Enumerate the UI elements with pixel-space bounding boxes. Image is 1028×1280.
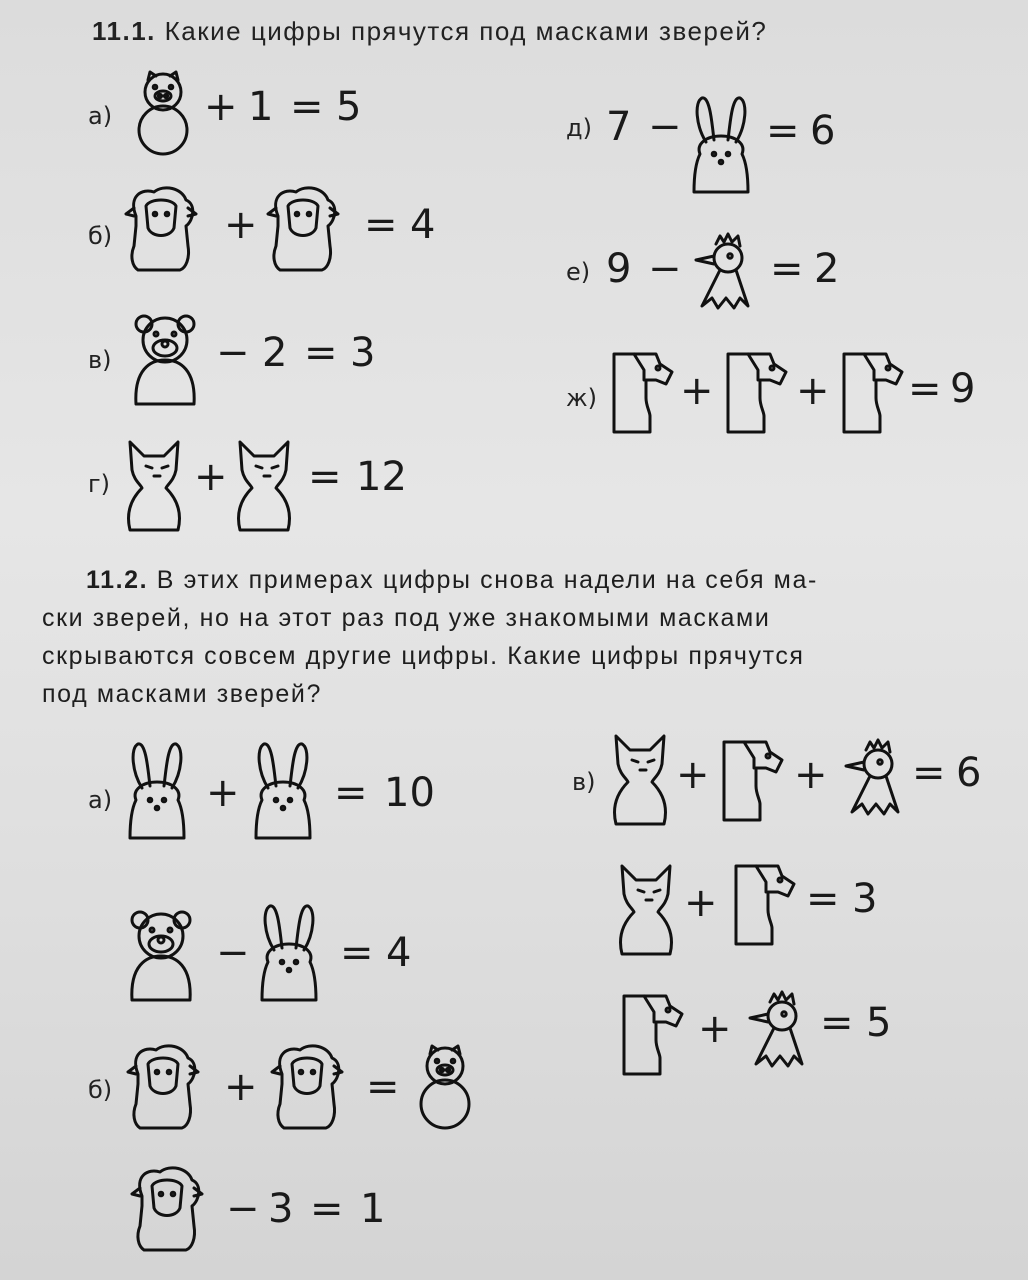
task2-line-1 <box>86 566 818 595</box>
task2-a1-res: 10 <box>384 770 435 816</box>
task2-v3-res: 5 <box>866 1000 892 1046</box>
task1-e-res: 2 <box>814 246 840 292</box>
dog-icon <box>720 350 788 434</box>
task2-v2-eq: = <box>806 876 840 922</box>
rabbit-icon <box>254 904 324 1002</box>
sheep-icon <box>130 1166 206 1252</box>
task1-d-n0: 7 <box>606 104 632 150</box>
task2-b1-label: б) <box>88 1076 113 1104</box>
task2-v2-res: 3 <box>852 876 878 922</box>
cat-icon <box>608 734 672 826</box>
task1-a-op: + <box>204 84 238 130</box>
task2-a1-op: + <box>206 770 240 816</box>
task2-v2-op: + <box>684 880 718 926</box>
task2-line-4: под масками зверей? <box>42 680 322 708</box>
task1-e-eq: = <box>770 246 804 292</box>
cat-icon <box>122 440 186 532</box>
task1-d-res: 6 <box>810 108 836 154</box>
task1-b-op: + <box>224 202 258 248</box>
task2-b2-op: − <box>226 1186 260 1232</box>
task2-b2-eq: = <box>310 1186 344 1232</box>
task1-a-res: 5 <box>336 84 362 130</box>
task1-d-op: − <box>648 104 682 150</box>
task2-v1-res: 6 <box>956 750 982 796</box>
task1-v-res: 3 <box>350 330 376 376</box>
dog-icon <box>616 992 684 1076</box>
task2-v1-label: в) <box>572 768 596 796</box>
task2-v3-op: + <box>698 1006 732 1052</box>
task1-d-label: д) <box>566 114 592 142</box>
task2-a1-label: а) <box>88 786 113 814</box>
dog-icon <box>728 862 796 946</box>
task1-b-res: 4 <box>410 202 436 248</box>
task1-e-n0: 9 <box>606 246 632 292</box>
task2-v1-op1: + <box>676 752 710 798</box>
task2-b2-res: 1 <box>360 1186 386 1232</box>
task2-a1-eq: = <box>334 770 368 816</box>
bear-icon <box>130 314 200 406</box>
task2-a2-eq: = <box>340 930 374 976</box>
task1-v-n1: 2 <box>262 330 288 376</box>
task1-e-op: − <box>648 246 682 292</box>
task1-v-op: − <box>216 330 250 376</box>
task2-line-3: скрываются совсем другие цифры. Какие цифры прячутся <box>42 642 805 670</box>
cat-icon <box>614 864 678 956</box>
pig-icon <box>410 1046 480 1132</box>
task1-b-eq: = <box>364 202 398 248</box>
task1-g-op: + <box>194 454 228 500</box>
task2-v1-eq: = <box>912 750 946 796</box>
sheep-icon <box>266 186 342 272</box>
sheep-icon <box>270 1044 346 1130</box>
task1-title: Какие цифры прячутся под масками зверей? <box>164 16 768 46</box>
task1-zh-res: 9 <box>950 366 976 412</box>
task2-b1-op: + <box>224 1064 258 1110</box>
task2-line-1-text: В этих примерах цифры снова надели на себя ма- <box>156 566 818 594</box>
task1-d-eq: = <box>766 108 800 154</box>
rabbit-icon <box>122 742 192 840</box>
task1-a-label: а) <box>88 102 113 130</box>
task2-b1-eq: = <box>366 1064 400 1110</box>
dog-icon <box>716 738 784 822</box>
task1-v-label: в) <box>88 346 112 374</box>
task2-v1-op2: + <box>794 752 828 798</box>
task1-number: 11.1. <box>92 16 156 46</box>
chicken-icon <box>840 740 900 818</box>
task1-a-eq: = <box>290 84 324 130</box>
rabbit-icon <box>248 742 318 840</box>
task1-a-n1: 1 <box>248 84 274 130</box>
task1-zh-op1: + <box>680 368 714 414</box>
chicken-icon <box>690 234 750 312</box>
bear-icon <box>126 910 196 1002</box>
sheep-icon <box>124 186 200 272</box>
task1-zh-eq: = <box>908 366 942 412</box>
pig-icon <box>128 72 198 158</box>
cat-icon <box>232 440 296 532</box>
task2-b2-n1: 3 <box>268 1186 294 1232</box>
task1-b-label: б) <box>88 222 113 250</box>
task1-v-eq: = <box>304 330 338 376</box>
task2-line-2: ски зверей, но на этот раз под уже знакомыми масками <box>42 604 771 632</box>
rabbit-icon <box>686 96 756 194</box>
task2-a2-res: 4 <box>386 930 412 976</box>
task2-a2-op: − <box>216 930 250 976</box>
task1-g-res: 12 <box>356 454 407 500</box>
task1-zh-op2: + <box>796 368 830 414</box>
task1-zh-label: ж) <box>566 384 597 412</box>
task2-v3-eq: = <box>820 1000 854 1046</box>
sheep-icon <box>126 1044 202 1130</box>
dog-icon <box>836 350 904 434</box>
task1-g-label: г) <box>88 470 110 498</box>
task1-heading <box>92 16 767 47</box>
task2-number: 11.2. <box>86 566 149 594</box>
task1-e-label: е) <box>566 258 591 286</box>
chicken-icon <box>744 992 804 1070</box>
dog-icon <box>606 350 674 434</box>
task1-g-eq: = <box>308 454 342 500</box>
